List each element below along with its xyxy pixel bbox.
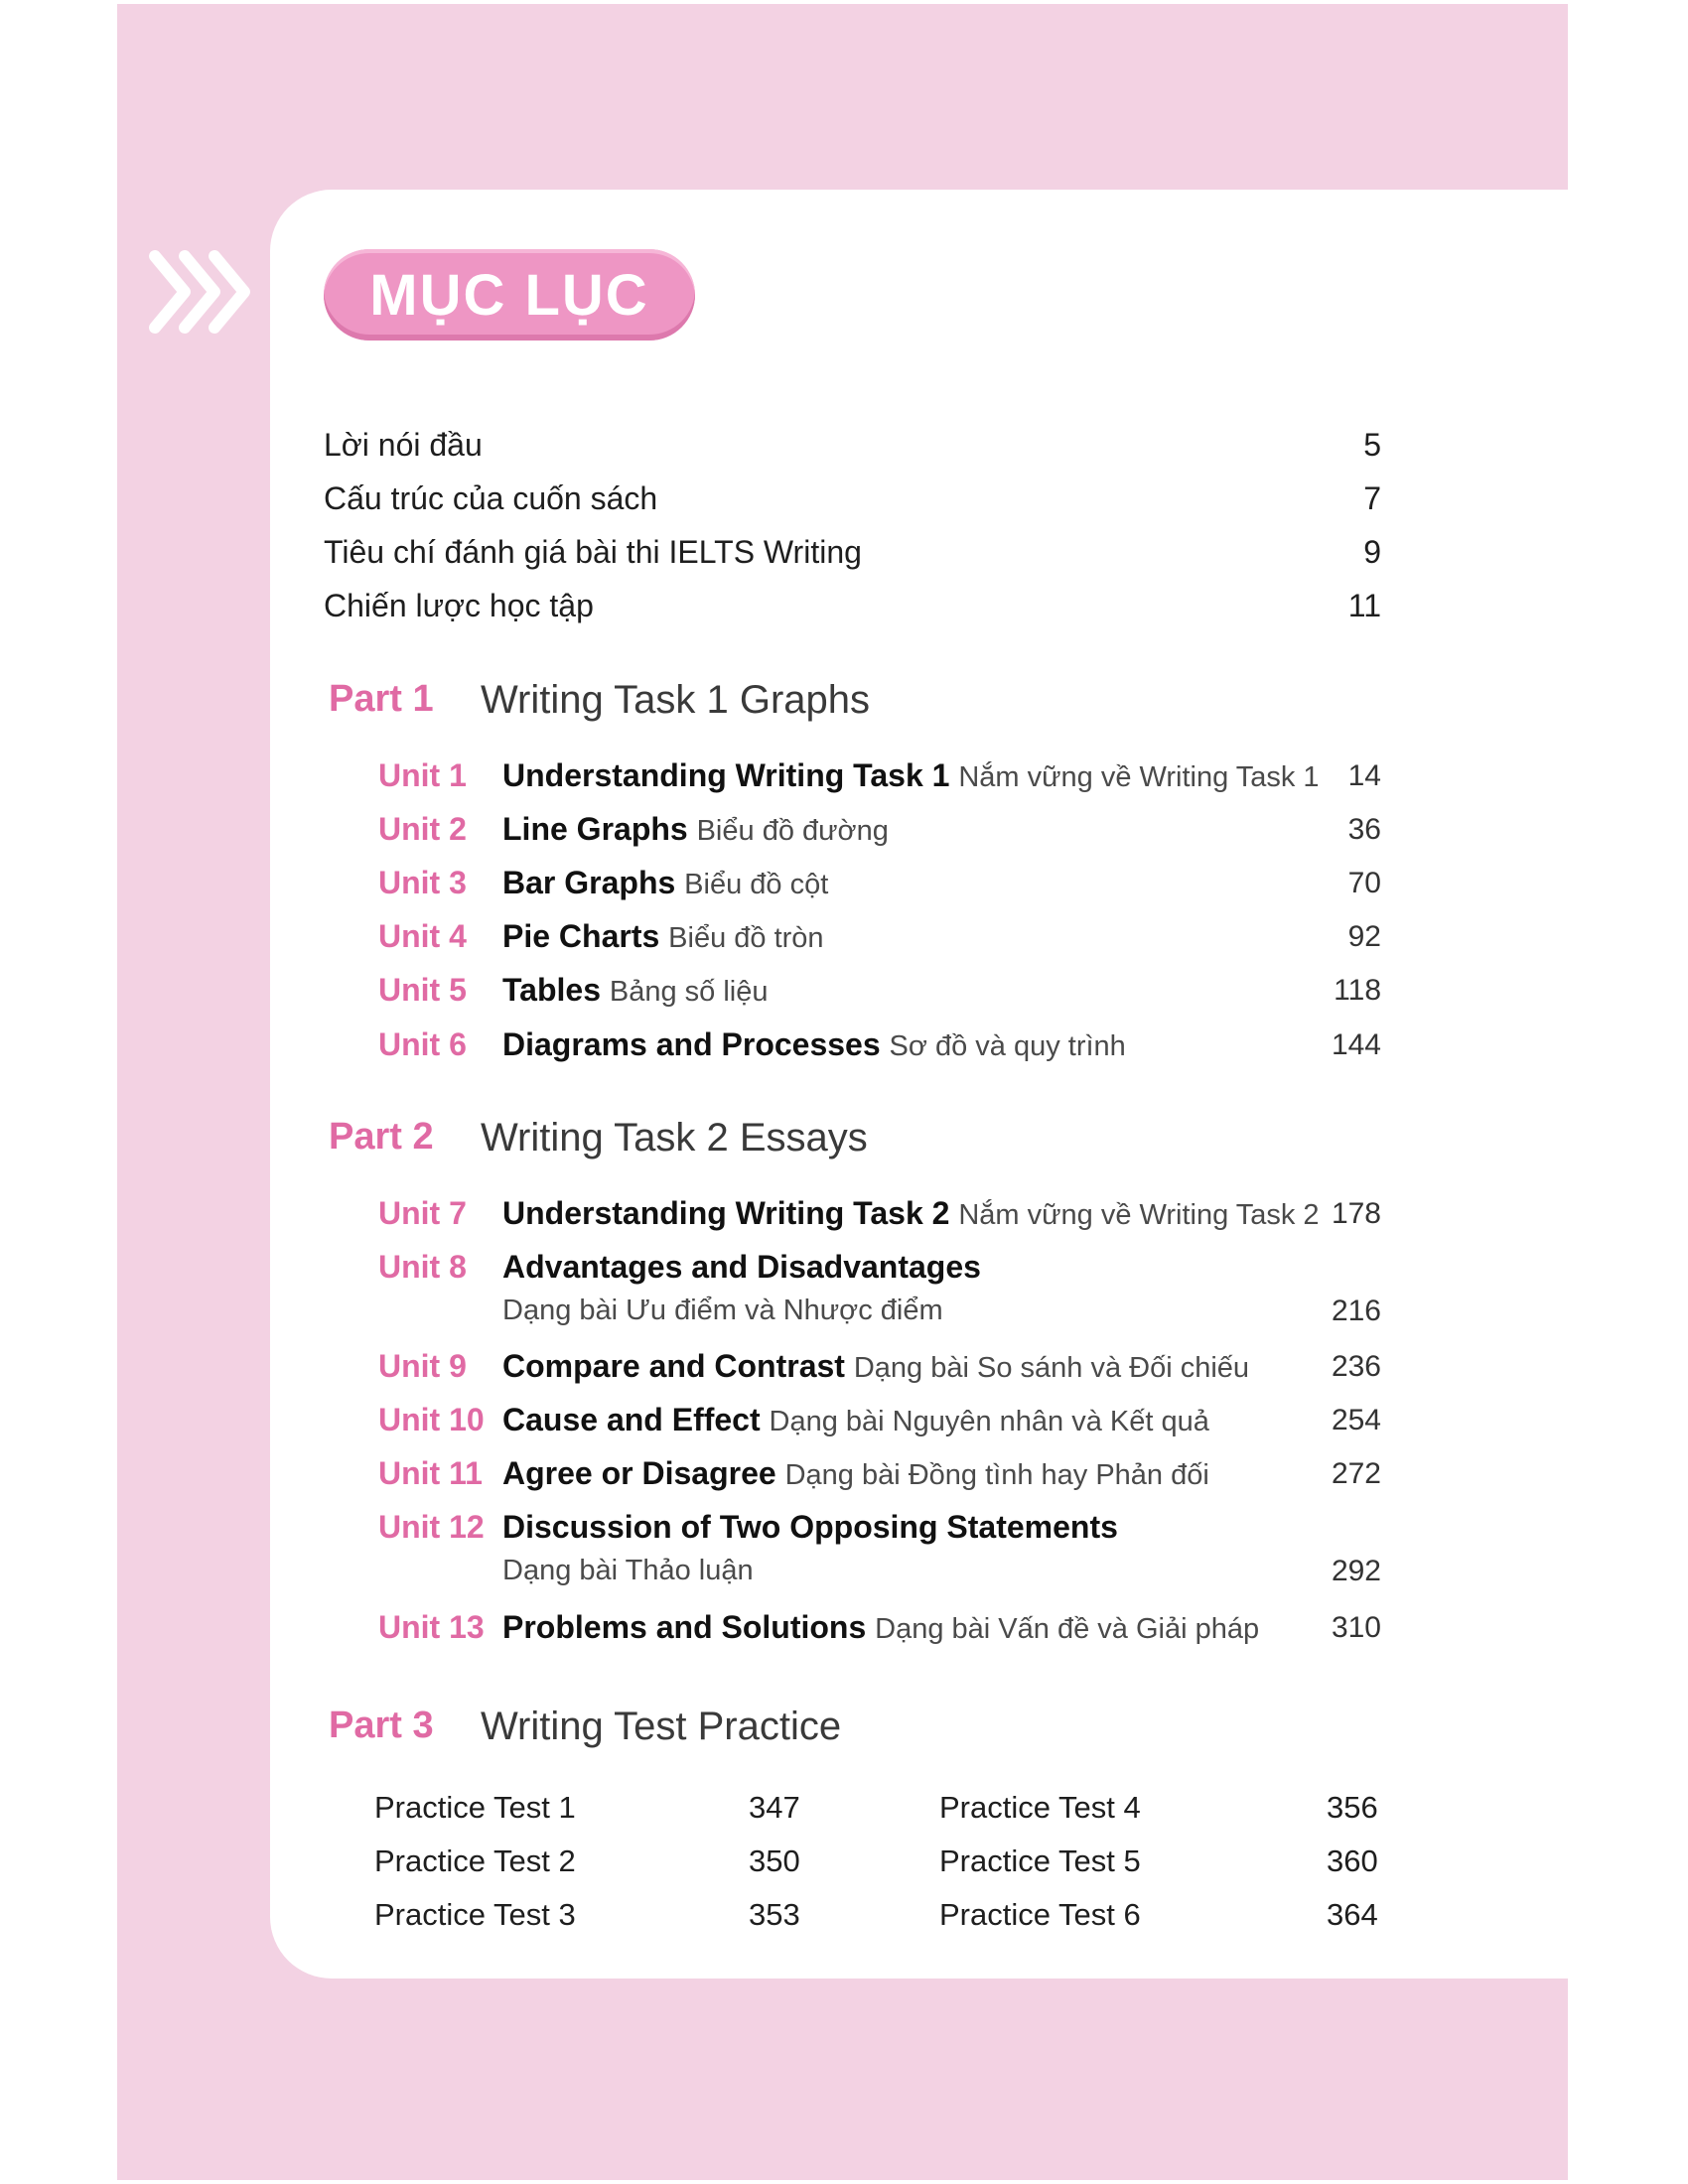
unit-page: 36	[1347, 813, 1381, 846]
part-label: Part 1	[329, 678, 434, 720]
unit-title-en: Problems and Solutions	[502, 1609, 867, 1645]
unit-entry[interactable]	[502, 811, 889, 848]
unit-entry[interactable]	[502, 972, 769, 1009]
unit-entry[interactable]	[502, 1402, 1209, 1438]
unit-page: 254	[1331, 1404, 1381, 1436]
unit-label: Unit 12	[378, 1509, 485, 1545]
toc-front-page: 9	[1363, 534, 1381, 570]
unit-title-vn: Dạng bài Vấn đề và Giải pháp	[875, 1613, 1260, 1645]
unit-title-vn: Biểu đồ đường	[696, 815, 889, 847]
practice-test-page: 353	[749, 1897, 800, 1932]
practice-test-item[interactable]: Practice Test 3	[374, 1897, 576, 1932]
unit-page: 292	[1331, 1555, 1381, 1587]
toc-front-item[interactable]	[324, 534, 862, 571]
unit-entry[interactable]	[502, 1509, 1118, 1546]
toc-front-title: Cấu trúc của cuốn sách	[324, 480, 658, 516]
toc-front-page: 11	[1347, 588, 1381, 623]
unit-label: Unit 6	[378, 1026, 467, 1062]
unit-page: 272	[1331, 1457, 1381, 1490]
unit-title-en: Agree or Disagree	[502, 1455, 776, 1491]
unit-entry[interactable]	[502, 1455, 1209, 1492]
unit-entry[interactable]	[502, 1609, 1259, 1646]
practice-test-page: 360	[1327, 1843, 1378, 1878]
unit-title-en: Cause and Effect	[502, 1402, 761, 1437]
practice-test-item[interactable]: Practice Test 1	[374, 1790, 576, 1825]
part-title[interactable]: Writing Task 2 Essays	[481, 1116, 868, 1160]
toc-front-title: Chiến lược học tập	[324, 588, 594, 623]
unit-entry[interactable]	[502, 918, 824, 955]
toc-front-item[interactable]	[324, 588, 594, 624]
toc-front-item[interactable]	[324, 427, 483, 464]
part-title[interactable]: Writing Task 1 Graphs	[481, 678, 871, 722]
part-title[interactable]: Writing Test Practice	[481, 1705, 842, 1748]
unit-title-en: Advantages and Disadvantages	[502, 1249, 981, 1285]
unit-title-en: Line Graphs	[502, 811, 688, 847]
unit-label: Unit 11	[378, 1455, 483, 1491]
unit-label: Unit 5	[378, 972, 467, 1008]
unit-page: 216	[1331, 1295, 1381, 1327]
practice-test-page: 356	[1327, 1790, 1378, 1825]
unit-title-en: Diagrams and Processes	[502, 1026, 881, 1062]
unit-label: Unit 10	[378, 1402, 485, 1437]
unit-entry[interactable]	[502, 1195, 1320, 1232]
toc-front-page: 7	[1363, 480, 1381, 516]
unit-title-vn: Dạng bài Ưu điểm và Nhược điểm	[502, 1295, 943, 1326]
unit-page: 144	[1331, 1028, 1381, 1061]
unit-title-en: Pie Charts	[502, 918, 660, 954]
toc-front-title: Lời nói đầu	[324, 427, 483, 463]
unit-title-en: Compare and Contrast	[502, 1348, 845, 1384]
unit-page: 14	[1347, 759, 1381, 792]
unit-page: 310	[1331, 1611, 1381, 1644]
part-label: Part 2	[329, 1116, 434, 1158]
unit-title-vn: Dạng bài So sánh và Đối chiếu	[853, 1352, 1250, 1384]
toc-front-item[interactable]	[324, 480, 657, 517]
unit-label: Unit 9	[378, 1348, 467, 1384]
unit-title-en: Understanding Writing Task 1	[502, 757, 950, 793]
unit-label: Unit 8	[378, 1249, 467, 1285]
unit-title-vn: Dạng bài Thảo luận	[502, 1555, 754, 1586]
unit-title-en: Bar Graphs	[502, 865, 676, 900]
toc-front-page: 5	[1363, 427, 1381, 463]
unit-title-vn: Sơ đồ và quy trình	[889, 1030, 1126, 1062]
part-label: Part 3	[329, 1705, 434, 1746]
unit-entry[interactable]	[502, 1249, 981, 1286]
practice-test-item[interactable]: Practice Test 4	[939, 1790, 1141, 1825]
title-badge	[324, 249, 695, 341]
unit-title-vn: Nắm vững về Writing Task 1	[958, 761, 1320, 793]
unit-label: Unit 13	[378, 1609, 485, 1645]
unit-page: 118	[1334, 974, 1381, 1007]
unit-label: Unit 1	[378, 757, 467, 793]
unit-label: Unit 7	[378, 1195, 467, 1231]
unit-title-vn: Biểu đồ tròn	[668, 922, 824, 954]
unit-label: Unit 4	[378, 918, 467, 954]
practice-test-page: 347	[749, 1790, 800, 1825]
practice-test-item[interactable]: Practice Test 2	[374, 1843, 576, 1878]
unit-title-vn: Bảng số liệu	[609, 976, 769, 1008]
practice-test-item[interactable]: Practice Test 6	[939, 1897, 1141, 1932]
unit-label: Unit 2	[378, 811, 467, 847]
unit-title-en: Understanding Writing Task 2	[502, 1195, 950, 1231]
practice-test-page: 364	[1327, 1897, 1378, 1932]
practice-test-page: 350	[749, 1843, 800, 1878]
unit-entry[interactable]	[502, 757, 1320, 794]
unit-title-vn: Biểu đồ cột	[684, 869, 829, 900]
unit-label: Unit 3	[378, 865, 467, 900]
unit-title-vn: Nắm vững về Writing Task 2	[958, 1199, 1320, 1231]
unit-page: 236	[1331, 1350, 1381, 1383]
unit-entry[interactable]	[502, 865, 828, 901]
page-title: MỤC LỤC	[369, 262, 649, 328]
triple-chevron-icon	[145, 246, 260, 338]
unit-title-en: Tables	[502, 972, 601, 1008]
unit-page: 70	[1347, 867, 1381, 899]
unit-entry[interactable]	[502, 1348, 1249, 1385]
unit-title-vn: Dạng bài Đồng tình hay Phản đối	[784, 1459, 1209, 1491]
unit-title-vn: Dạng bài Nguyên nhân và Kết quả	[769, 1406, 1209, 1437]
unit-entry[interactable]	[502, 1026, 1126, 1063]
practice-test-item[interactable]: Practice Test 5	[939, 1843, 1141, 1878]
unit-title-en: Discussion of Two Opposing Statements	[502, 1509, 1118, 1545]
toc-front-title: Tiêu chí đánh giá bài thi IELTS Writing	[324, 534, 862, 570]
unit-page: 92	[1347, 920, 1381, 953]
unit-page: 178	[1331, 1197, 1381, 1230]
